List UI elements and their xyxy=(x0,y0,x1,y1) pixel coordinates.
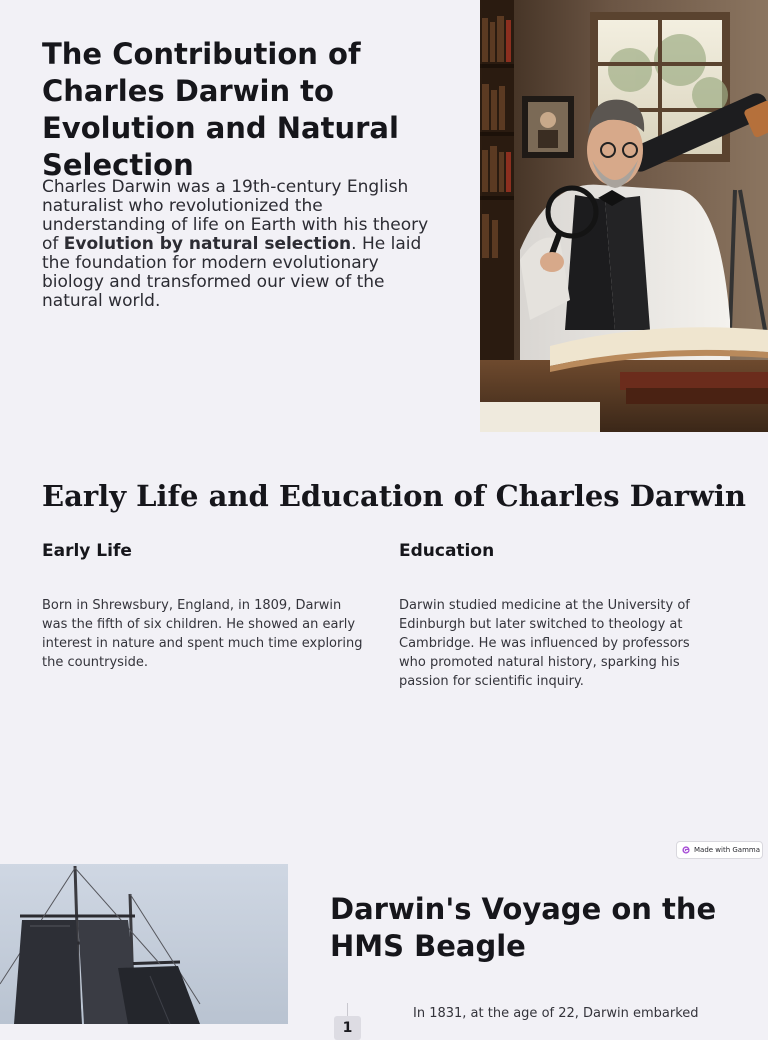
intro-text-start: Charles Darwin was a 19th-century English naturalist who revolutionized the understanding of life on Earth with his theory of xyxy=(42,177,429,254)
timeline-step-marker xyxy=(334,1003,362,1036)
badge-label: Made with Gamma xyxy=(694,846,761,854)
sailing-ship-illustration xyxy=(0,864,288,1024)
made-with-gamma-badge[interactable] xyxy=(676,841,763,859)
education-text: Darwin studied medicine at the University of Edinburgh but later switched to theology at Cambridge. He was influenced by professors who promoted natural history, sparking his passion for scientific inquiry. xyxy=(399,598,690,689)
intro-text-bold: Evolution by natural selection xyxy=(63,234,352,254)
early-life-heading: Early Life xyxy=(42,541,132,561)
timeline-connector xyxy=(347,1003,348,1017)
education-column xyxy=(399,540,717,691)
step-number: 1 xyxy=(334,1016,361,1040)
education-heading: Education xyxy=(399,541,495,561)
intro-paragraph xyxy=(42,178,434,311)
intro-text-end: . He laid the foundation for modern evolutionary biology and transformed our view of the natural world. xyxy=(42,234,422,311)
early-life-column xyxy=(42,540,370,672)
page-title: The Contribution of Charles Darwin to Evolution and Natural Selection xyxy=(42,37,399,182)
early-life-text: Born in Shrewsbury, England, in 1809, Darwin was the fifth of six children. He showed an early interest in nature and spent much time exploring the countryside. xyxy=(42,598,363,670)
hms-beagle-photo xyxy=(0,864,288,1024)
voyage-step-text: In 1831, at the age of 22, Darwin embarked xyxy=(413,1006,699,1021)
gamma-logo-icon xyxy=(682,846,690,854)
section-title-voyage: Darwin's Voyage on the HMS Beagle xyxy=(330,892,717,963)
darwin-study-photo xyxy=(480,0,768,432)
section-title-early-life: Early Life and Education of Charles Darwin xyxy=(42,479,746,513)
scholar-at-desk-illustration xyxy=(480,0,768,432)
